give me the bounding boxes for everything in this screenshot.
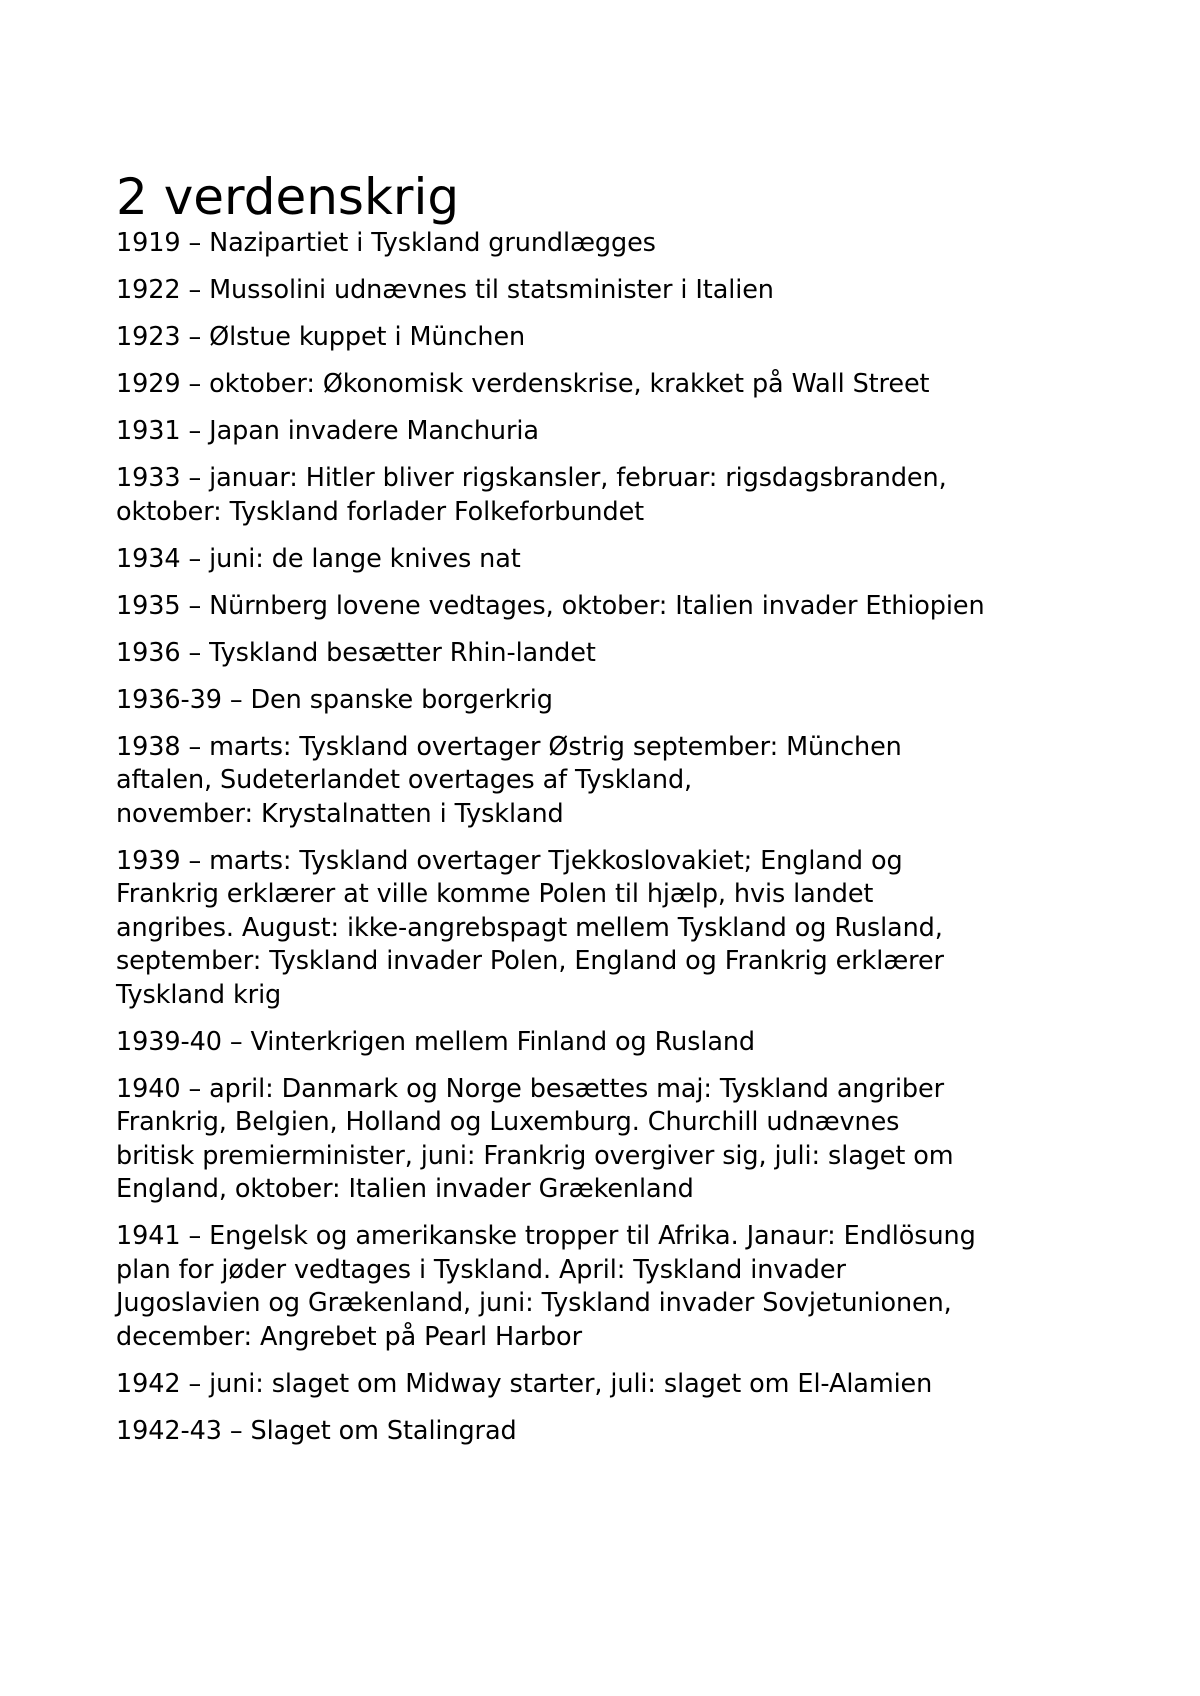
timeline-entry-line: England, oktober: Italien invader Grækenland — [116, 1174, 694, 1204]
timeline-entry-line: britisk premierminister, juni: Frankrig overgiver sig, juli: slaget om — [116, 1140, 954, 1171]
document-page — [116, 170, 1116, 1462]
timeline-entry-line: 1934 – juni: de lange knives nat — [116, 543, 521, 574]
timeline-entry — [116, 731, 1116, 832]
timeline-entry — [116, 368, 1116, 402]
timeline-entry — [116, 543, 1116, 577]
timeline-entry — [116, 415, 1116, 449]
timeline-entry-line: 1935 – Nürnberg lovene vedtages, oktober: Italien invader Ethiopien — [116, 590, 985, 621]
timeline-entry-line: 1922 – Mussolini udnævnes til statsminister i Italien — [116, 275, 774, 305]
timeline-entry — [116, 1026, 1116, 1060]
timeline-entry-line: oktober: Tyskland forlader Folkeforbundet — [116, 496, 645, 527]
timeline-entry-line: 1919 – Nazipartiet i Tyskland grundlægges — [116, 228, 656, 258]
timeline-entry — [116, 590, 1116, 624]
timeline-entry — [116, 845, 1116, 1013]
timeline-entry-line: 1941 – Engelsk og amerikanske tropper til Afrika. Janaur: Endlösung — [116, 1221, 976, 1251]
timeline-entry — [116, 1368, 1116, 1402]
timeline-entry-line: november: Krystalnatten i Tyskland — [116, 798, 564, 829]
timeline-entry-line: december: Angrebet på Pearl Harbor — [116, 1321, 582, 1352]
timeline-entry-line: 1936-39 – Den spanske borgerkrig — [116, 684, 553, 715]
timeline-entry — [116, 462, 1116, 529]
timeline-entry — [116, 227, 1116, 261]
timeline-entry-line: angribes. August: ikke-angrebspagt mellem Tyskland og Rusland, — [116, 912, 943, 943]
timeline-entry-line: Tyskland krig — [116, 979, 282, 1010]
timeline-entry — [116, 1220, 1116, 1354]
timeline-entry — [116, 684, 1116, 718]
timeline-entry-line: 1938 – marts: Tyskland overtager Østrig september: München — [116, 731, 902, 762]
timeline-entry-line: 1929 – oktober: Økonomisk verdenskrise, krakket på Wall Street — [116, 369, 930, 399]
timeline-entry-line: 1931 – Japan invadere Manchuria — [116, 416, 539, 446]
timeline-entry-line: 1936 – Tyskland besætter Rhin-landet — [116, 637, 596, 668]
timeline-entry-line: 1939 – marts: Tyskland overtager Tjekkoslovakiet; England og — [116, 845, 903, 876]
timeline-list — [116, 227, 1116, 1448]
timeline-entry-line: plan for jøder vedtages i Tyskland. April: Tyskland invader — [116, 1254, 846, 1285]
timeline-entry-line: 1939-40 – Vinterkrigen mellem Finland og Rusland — [116, 1026, 756, 1057]
timeline-entry-line: september: Tyskland invader Polen, England og Frankrig erklærer — [116, 946, 944, 976]
timeline-entry — [116, 637, 1116, 671]
timeline-entry-line: 1923 – Ølstue kuppet i München — [116, 322, 526, 352]
timeline-entry-line: 1933 – januar: Hitler bliver rigskansler, februar: rigsdagsbranden, — [116, 463, 947, 493]
timeline-entry-line: Frankrig erklærer at ville komme Polen til hjælp, hvis landet — [116, 879, 874, 909]
timeline-entry-line: 1940 – april: Danmark og Norge besættes maj: Tyskland angriber — [116, 1073, 944, 1104]
timeline-entry-line: Frankrig, Belgien, Holland og Luxemburg. Churchill udnævnes — [116, 1107, 900, 1137]
timeline-entry — [116, 1073, 1116, 1207]
timeline-entry-line: Jugoslavien og Grækenland, juni: Tyskland invader Sovjetunionen, — [116, 1288, 952, 1318]
timeline-entry-line: 1942 – juni: slaget om Midway starter, juli: slaget om El-Alamien — [116, 1368, 933, 1399]
timeline-entry — [116, 1415, 1116, 1449]
document-title: 2 verdenskrig — [116, 168, 460, 226]
timeline-entry — [116, 321, 1116, 355]
timeline-entry — [116, 274, 1116, 308]
timeline-entry-line: aftalen, Sudeterlandet overtages af Tyskland, — [116, 765, 693, 795]
timeline-entry-line: 1942-43 – Slaget om Stalingrad — [116, 1415, 517, 1446]
